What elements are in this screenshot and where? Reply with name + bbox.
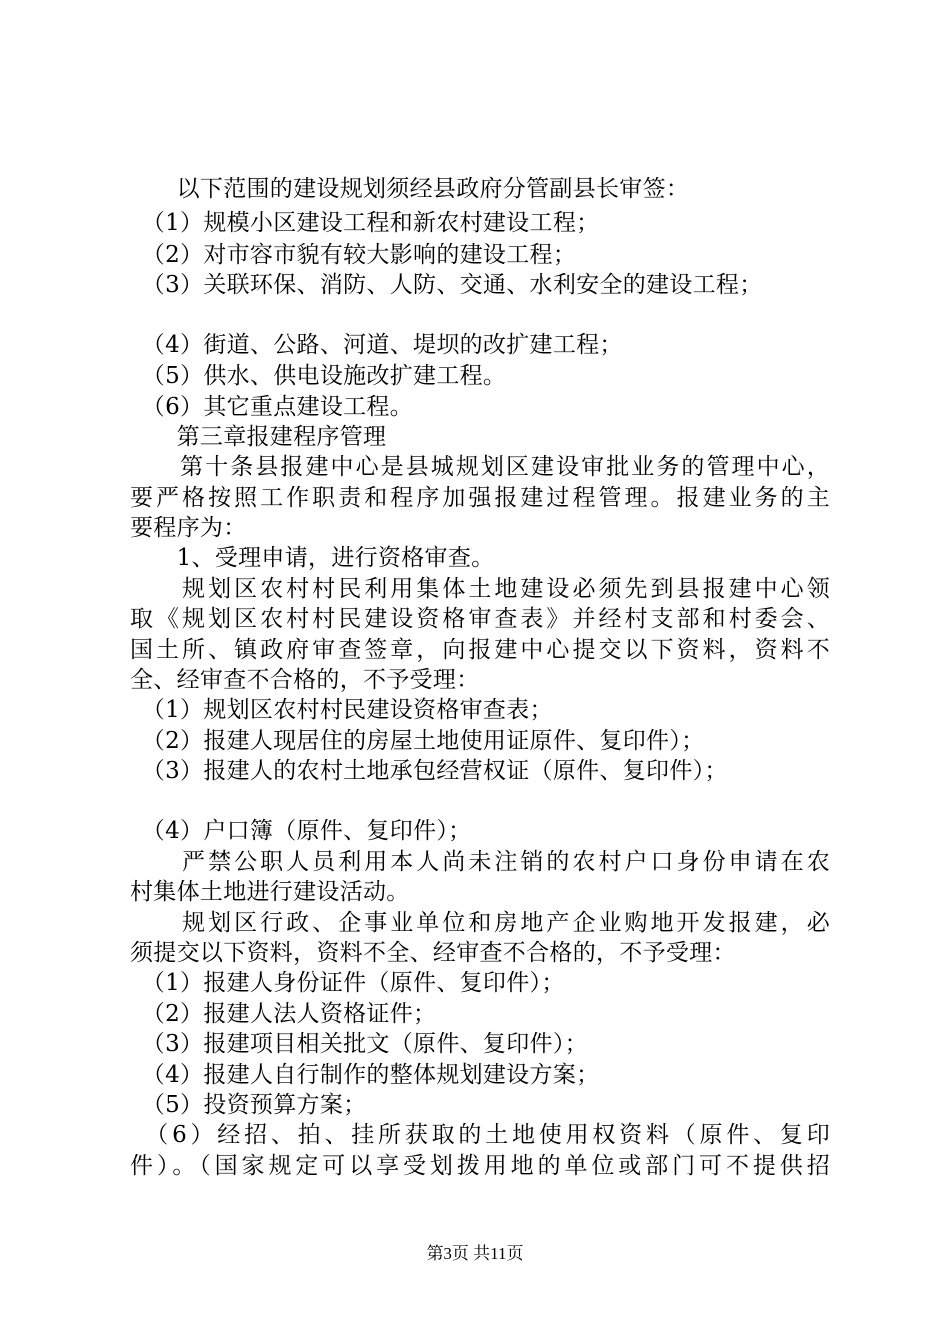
text-line: （2）对市容市貌有较大影响的建设工程；	[130, 242, 577, 268]
text-line: 村集体土地进行建设活动。	[130, 879, 410, 905]
text-line: （1）规模小区建设工程和新农村建设工程；	[130, 210, 600, 236]
text-line: 取《规划区农村村民建设资格审查表》并经村支部和村委会、	[130, 606, 830, 632]
text-line: 以下范围的建设规划须经县政府分管副县长审签：	[130, 176, 690, 202]
text-line: 要严格按照工作职责和程序加强报建过程管理。报建业务的主	[130, 485, 830, 511]
text-line: （3）关联环保、消防、人防、交通、水利安全的建设工程；	[130, 272, 763, 298]
text-line: 国土所、镇政府审查签章，向报建中心提交以下资料，资料不	[130, 637, 830, 663]
page-number: 第3页 共11页	[426, 1244, 524, 1263]
text-line: （5）投资预算方案；	[130, 1092, 367, 1118]
text-line: （4）报建人自行制作的整体规划建设方案；	[130, 1062, 600, 1088]
text-line: （2）报建人法人资格证件；	[130, 1001, 437, 1027]
text-line: （5）供水、供电设施改扩建工程。	[130, 363, 507, 389]
text-line: （1）规划区农村村民建设资格审查表；	[130, 697, 553, 723]
text-line: （2）报建人现居住的房屋土地使用证原件、复印件）；	[130, 728, 705, 754]
text-line: 严禁公职人员利用本人尚未注销的农村户口身份申请在农	[130, 849, 830, 875]
text-line: （3）报建项目相关批文（原件、复印件）；	[130, 1031, 588, 1057]
text-line: （4）街道、公路、河道、堤坝的改扩建工程；	[130, 332, 623, 358]
text-line: （3）报建人的农村土地承包经营权证（原件、复印件）；	[130, 758, 728, 784]
text-line: 全、经审查不合格的，不予受理：	[130, 667, 480, 693]
text-line: 规划区农村村民利用集体土地建设必须先到县报建中心领	[130, 576, 830, 602]
chapter-heading: 第三章报建程序管理	[130, 424, 387, 450]
text-line: （1）报建人身份证件（原件、复印件）；	[130, 970, 565, 996]
text-line: 第十条县报建中心是县城规划区建设审批业务的管理中心，	[130, 454, 830, 480]
text-line: 须提交以下资料，资料不全、经审查不合格的，不予受理：	[130, 940, 736, 966]
text-line: 要程序为：	[130, 515, 247, 541]
text-line: 规划区行政、企事业单位和房地产企业购地开发报建，必	[130, 910, 830, 936]
text-line: （6）经招、拍、挂所获取的土地使用权资料（原件、复印	[130, 1122, 830, 1148]
text-line: 1、受理申请，进行资格审查。	[130, 545, 495, 571]
text-line: 件）。（国家规定可以享受划拨用地的单位或部门可不提供招	[130, 1153, 830, 1179]
text-line: （6）其它重点建设工程。	[130, 394, 414, 420]
text-line: （4）户口簿（原件、复印件）；	[130, 818, 472, 844]
